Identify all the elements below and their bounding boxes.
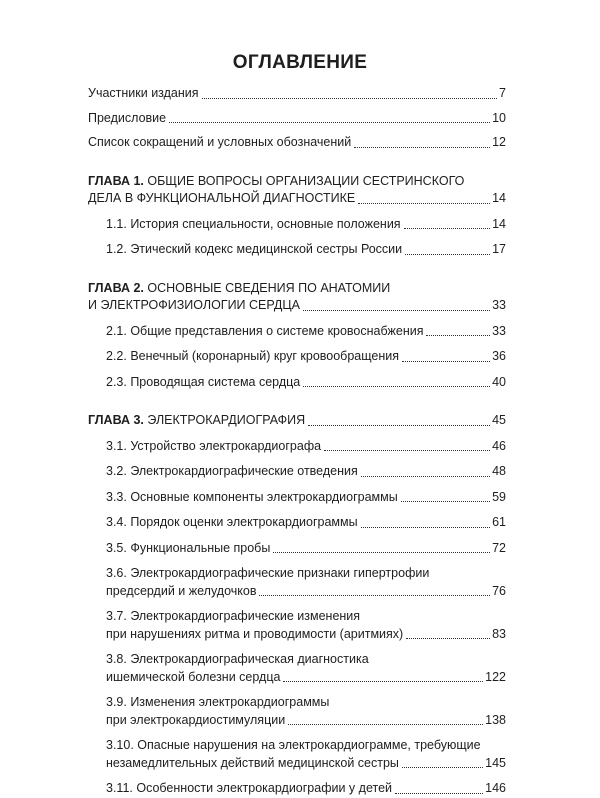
dot-leader [303,386,490,387]
dot-leader [404,228,491,229]
chapter-title [88,280,390,298]
chapter-title [88,173,464,191]
section-title: 2.2. Венечный (коронарный) круг кровообращения [106,349,399,363]
dot-leader [273,552,490,553]
dot-leader [358,203,490,204]
section-title: 3.3. Основные компоненты электрокардиограммы [106,489,398,504]
dot-leader [283,681,483,682]
section-entry[interactable] [106,323,506,341]
chapter-heading-cont [88,190,506,208]
dot-leader [405,254,490,255]
section-page: 146 [485,781,506,795]
section-title-line: 3.8. Электрокардиографическая диагностика [106,652,369,666]
table-of-contents [88,78,506,798]
section-title: 2.3. Проводящая система сердца [106,374,301,389]
chapter-number: ГЛАВА 2. [88,280,144,295]
dot-leader [303,310,490,311]
dot-leader [354,147,490,148]
chapter-title-line: И ЭЛЕКТРОФИЗИОЛОГИИ СЕРДЦА [88,298,300,312]
chapter-title [88,412,305,430]
section-page: 33 [492,323,506,338]
section-page: 72 [492,540,506,555]
section-title: 3.11. Особенности электрокардиографии у детей [106,781,393,795]
toc-entry[interactable] [88,85,506,103]
chapter-page: 14 [492,191,506,205]
section-entry[interactable] [106,489,506,507]
section-page: 83 [492,626,506,641]
section-entry[interactable] [106,608,506,626]
chapter-heading[interactable] [88,412,506,430]
toc-entry-page: 10 [492,110,506,125]
chapter-heading-cont [88,297,506,315]
section-entry[interactable] [106,463,506,481]
section-entry[interactable] [106,216,506,234]
dot-leader [169,122,490,123]
toc-entry-label: Участники издания [88,86,199,100]
section-entry[interactable] [106,694,506,712]
section-page: 14 [492,216,506,231]
chapter-page: 33 [492,298,506,312]
dot-leader [259,595,490,596]
section-title-line: незамедлительных действий медицинской сестры [106,755,399,770]
section-title: 3.2. Электрокардиографические отведения [106,464,358,478]
section-page: 48 [492,464,506,478]
page-title: ОГЛАВЛЕНИЕ [232,52,368,73]
dot-leader [308,425,490,426]
chapter-heading[interactable] [88,280,506,298]
dot-leader [401,501,490,502]
section-entry-cont [106,583,506,601]
toc-entry-page: 12 [492,135,506,149]
section-page: 122 [485,669,506,684]
chapter-title-line: ДЕЛА В ФУНКЦИОНАЛЬНОЙ ДИАГНОСТИКЕ [88,191,356,205]
section-entry-cont [106,755,506,773]
section-entry[interactable] [106,565,506,583]
section-title: 3.1. Устройство электрокардиографа [106,438,322,453]
section-title: 1.1. История специальности, основные положения [106,216,401,231]
section-title-line: ишемической болезни сердца [106,669,281,684]
section-title-line: 3.9. Изменения электрокардиограммы [106,695,330,709]
dot-leader [361,527,491,528]
chapter-title-line: ЭЛЕКТРОКАРДИОГРАФИЯ [143,413,306,427]
section-title-line: при нарушениях ритма и проводимости (аритмиях) [106,626,404,641]
chapter-title-line: ОБЩИЕ ВОПРОСЫ ОРГАНИЗАЦИИ СЕСТРИНСКОГО [143,173,465,188]
section-page: 138 [485,712,506,727]
section-page: 36 [492,349,506,363]
section-entry[interactable] [106,780,506,798]
section-page: 17 [492,242,506,256]
chapter-number: ГЛАВА 1. [88,173,144,188]
section-page: 145 [485,755,506,770]
toc-entry-label: Предисловие [88,110,167,125]
section-title-line: 3.6. Электрокардиографические признаки гипертрофии [106,566,430,580]
section-entry[interactable] [106,374,506,392]
section-entry[interactable] [106,348,506,366]
chapter-page: 45 [492,413,506,427]
toc-entry[interactable] [88,110,506,128]
dot-leader [324,450,490,451]
section-title: 3.4. Порядок оценки электрокардиограммы [106,515,358,529]
toc-entry-page: 7 [499,86,506,100]
chapter-number: ГЛАВА 3. [88,413,144,427]
section-entry-cont [106,669,506,687]
dot-leader [402,767,483,768]
section-page: 76 [492,583,506,598]
section-entry-cont [106,626,506,644]
dot-leader [426,335,490,336]
section-title-line: 3.10. Опасные нарушения на электрокардиограмме, требующие [106,738,481,752]
section-entry[interactable] [106,737,506,755]
toc-entry[interactable] [88,134,506,152]
section-page: 59 [492,489,506,504]
section-page: 40 [492,374,506,389]
section-page: 46 [492,438,506,453]
section-title: 2.1. Общие представления о системе кровоснабжения [106,323,424,338]
section-entry-cont [106,712,506,730]
section-entry[interactable] [106,514,506,532]
section-entry[interactable] [106,241,506,259]
toc-entry-label: Список сокращений и условных обозначений [88,135,352,149]
dot-leader [402,361,490,362]
section-page: 61 [492,515,506,529]
section-title-line: предсердий и желудочков [106,583,257,598]
dot-leader [202,98,498,99]
section-entry[interactable] [106,651,506,669]
section-title-line: при электрокардиостимуляции [106,712,286,727]
section-title: 1.2. Этический кодекс медицинской сестры России [106,242,403,256]
chapter-title-line: ОСНОВНЫЕ СВЕДЕНИЯ ПО АНАТОМИИ [143,280,391,295]
section-entry[interactable] [106,438,506,456]
dot-leader [361,476,490,477]
dot-leader [395,793,483,794]
dot-leader [406,638,490,639]
chapter-heading[interactable] [88,173,506,191]
section-entry[interactable] [106,540,506,558]
section-title: 3.5. Функциональные пробы [106,540,271,555]
dot-leader [288,724,483,725]
section-title-line: 3.7. Электрокардиографические изменения [106,609,361,623]
